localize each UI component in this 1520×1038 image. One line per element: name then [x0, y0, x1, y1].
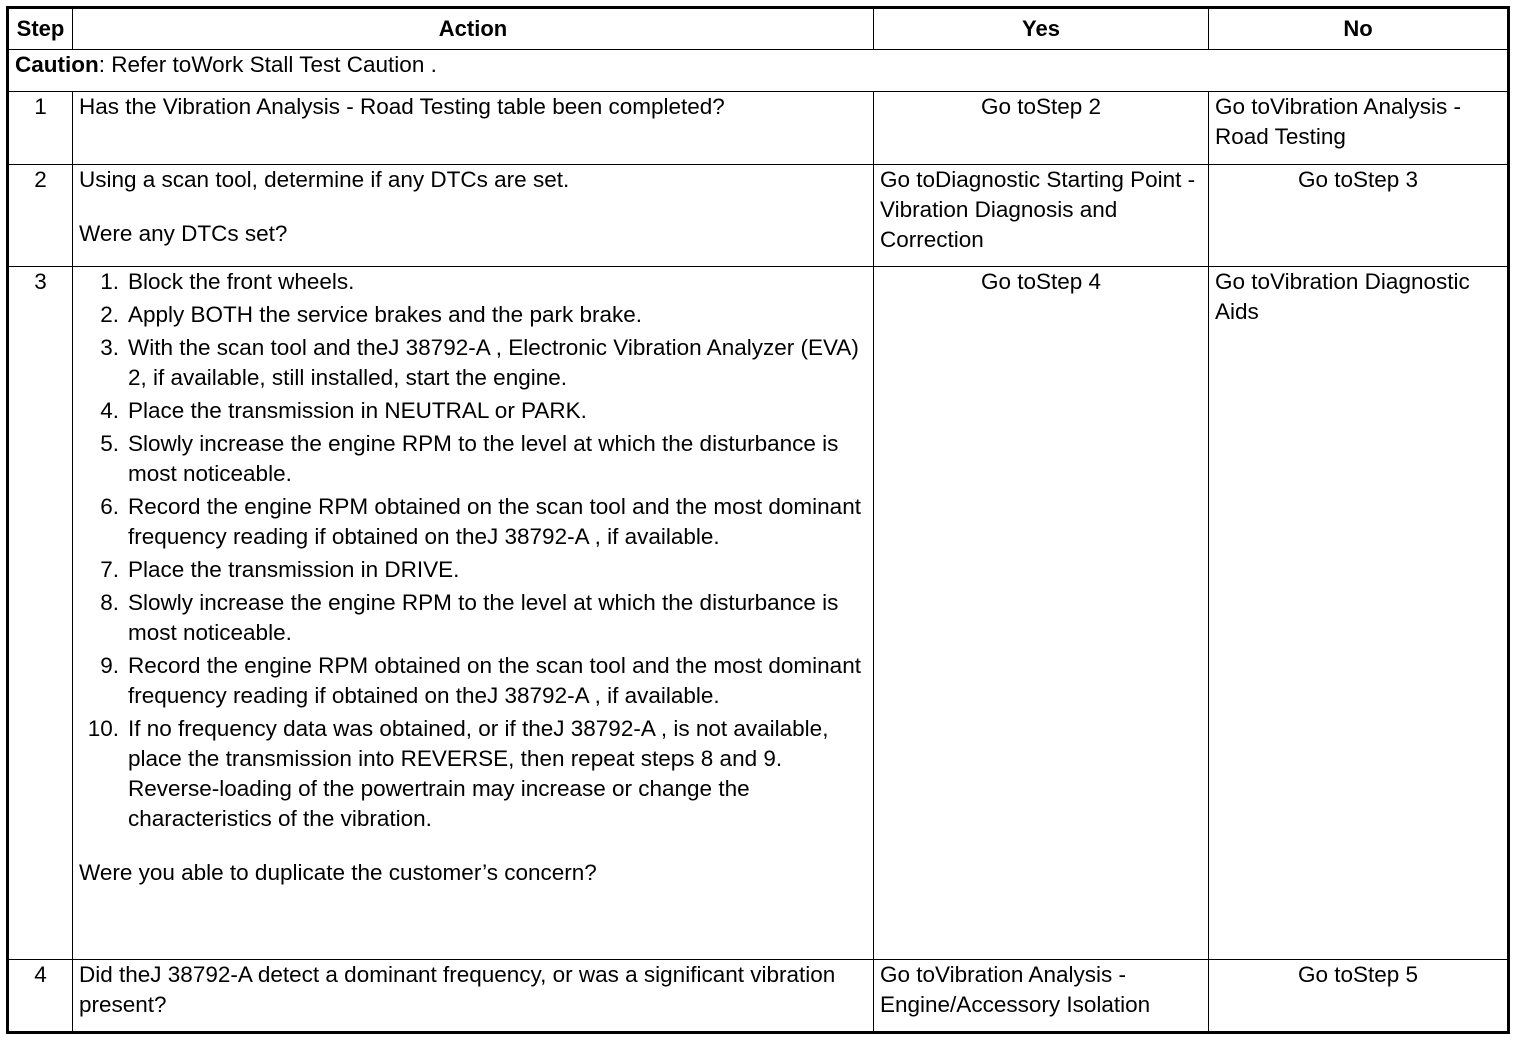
list-item-number: 1. — [100, 269, 119, 294]
action-cell — [73, 960, 874, 1033]
list-item-text: Slowly increase the engine RPM to the level at which the disturbance is most noticeable. — [128, 590, 839, 645]
no-link[interactable]: Go toVibration Diagnostic Aids — [1209, 267, 1509, 960]
action-cell — [73, 165, 874, 267]
list-item-text: Record the engine RPM obtained on the scan tool and the most dominant frequency reading if obtained on theJ 38792-A , if available. — [128, 653, 861, 708]
list-item-number: 10. — [87, 716, 119, 741]
list-item — [79, 429, 867, 489]
action-cell — [73, 267, 874, 960]
caution-label: Caution — [15, 52, 99, 77]
list-item-text: Place the transmission in DRIVE. — [128, 557, 460, 582]
list-item — [79, 714, 867, 834]
action-question: Were any DTCs set? — [79, 221, 288, 246]
step-number: 3 — [8, 267, 73, 960]
list-item-number: 5. — [100, 431, 119, 456]
list-item — [79, 651, 867, 711]
table-row — [8, 92, 1509, 165]
list-item — [79, 300, 867, 330]
header-row — [8, 8, 1509, 50]
list-item-number: 8. — [100, 590, 119, 615]
list-item-text: If no frequency data was obtained, or if theJ 38792-A , is not available, place the transmission into REVERSE, then repeat steps 8 and 9. Reverse-loading of the powertrain may increase or change the characteristics of the vibration. — [128, 716, 829, 831]
list-item-number: 4. — [100, 398, 119, 423]
list-item-number: 7. — [100, 557, 119, 582]
yes-link[interactable]: Go toVibration Analysis - Engine/Accessory Isolation — [874, 960, 1209, 1033]
list-item-number: 2. — [100, 302, 119, 327]
list-item-number: 3. — [100, 335, 119, 360]
step-number: 2 — [8, 165, 73, 267]
step-number: 4 — [8, 960, 73, 1033]
yes-column-header: Yes — [874, 8, 1209, 50]
caution-separator: : — [98, 52, 106, 77]
list-item — [79, 333, 867, 393]
action-question: Were you able to duplicate the customer’s concern? — [79, 860, 597, 885]
yes-link[interactable]: Go toStep 2 — [874, 92, 1209, 165]
caution-note — [8, 50, 1509, 92]
yes-link[interactable]: Go toDiagnostic Starting Point - Vibration Diagnosis and Correction — [874, 165, 1209, 267]
list-item-text: Apply BOTH the service brakes and the park brake. — [128, 302, 642, 327]
step-column-header: Step — [8, 8, 73, 50]
yes-link[interactable]: Go toStep 4 — [874, 267, 1209, 960]
list-item — [79, 267, 867, 297]
list-item — [79, 555, 867, 585]
action-cell — [73, 92, 874, 165]
action-question: Did theJ 38792-A detect a dominant frequency, or was a significant vibration present? — [79, 962, 836, 1017]
step-number: 1 — [8, 92, 73, 165]
no-column-header: No — [1209, 8, 1509, 50]
list-item-text: Slowly increase the engine RPM to the level at which the disturbance is most noticeable. — [128, 431, 839, 486]
no-link[interactable]: Go toVibration Analysis - Road Testing — [1209, 92, 1509, 165]
action-instruction: Using a scan tool, determine if any DTCs are set. — [79, 167, 570, 192]
table-row — [8, 165, 1509, 267]
caution-row — [8, 50, 1509, 92]
table-row — [8, 960, 1509, 1033]
caution-text: Refer toWork Stall Test Caution . — [111, 52, 437, 77]
list-item — [79, 588, 867, 648]
table-row — [8, 267, 1509, 960]
diagnostic-procedure-table — [6, 6, 1510, 1034]
list-item — [79, 492, 867, 552]
list-item — [79, 396, 867, 426]
list-item-text: Place the transmission in NEUTRAL or PARK. — [128, 398, 587, 423]
procedure-steps-list — [79, 267, 867, 834]
no-link[interactable]: Go toStep 3 — [1209, 165, 1509, 267]
list-item-text: Block the front wheels. — [128, 269, 355, 294]
list-item-text: With the scan tool and theJ 38792-A , Electronic Vibration Analyzer (EVA) 2, if available, still installed, start the engine. — [128, 335, 859, 390]
no-link[interactable]: Go toStep 5 — [1209, 960, 1509, 1033]
list-item-text: Record the engine RPM obtained on the scan tool and the most dominant frequency reading if obtained on theJ 38792-A , if available. — [128, 494, 861, 549]
list-item-number: 6. — [100, 494, 119, 519]
list-item-number: 9. — [100, 653, 119, 678]
action-column-header: Action — [73, 8, 874, 50]
action-question: Has the Vibration Analysis - Road Testing table been completed? — [79, 94, 725, 119]
